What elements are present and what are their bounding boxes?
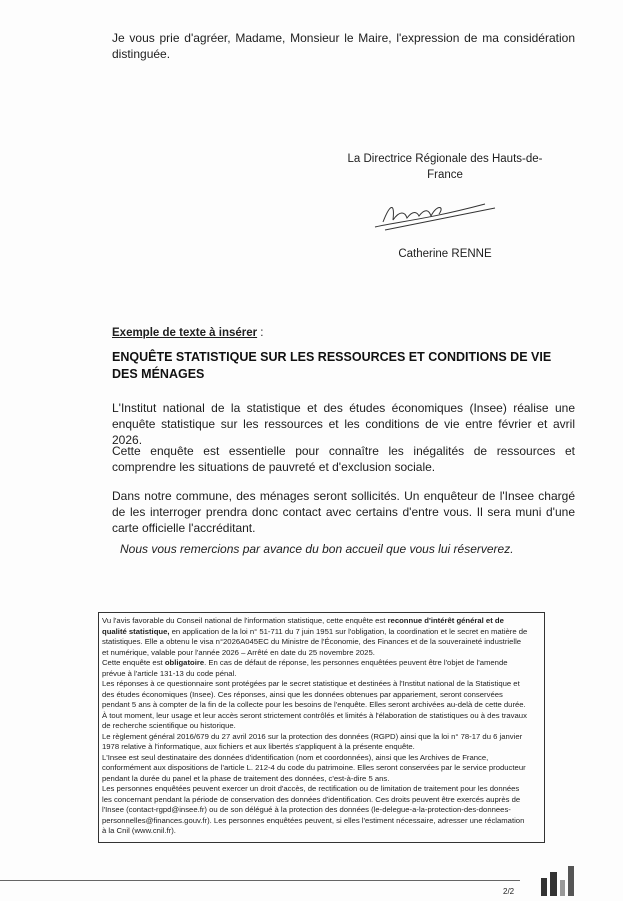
signatory-title: [330, 151, 560, 183]
legal-line: L'Insee est seul destinataire des données d'identification (nom et coordonnées), ainsi que les Archives de France,: [102, 752, 489, 762]
example-label-colon: :: [257, 327, 264, 339]
legal-line: 1978 relative à l'informatique, aux fichiers et aux libertés s'appliquent à la présente enquête.: [102, 742, 415, 751]
example-label: [112, 327, 264, 339]
signatory-name: Catherine RENNE: [398, 248, 492, 260]
legal-line: Les personnes enquêtées peuvent exercer un droit d'accès, de rectification ou de limitation de traitement pour les données: [102, 784, 520, 793]
legal-line: À tout moment, leur usage et leur accès seront strictement contrôlés et limités à l'élaboration de statistiques ou à des travaux: [102, 710, 527, 720]
legal-line: des études économiques (Insee). Ces réponses, ainsi que les données obtenues par appariement, seront conservées: [102, 689, 503, 699]
legal-line: à la Cnil (www.cnil.fr).: [102, 826, 176, 835]
legal-line: Les réponses à ce questionnaire sont protégées par le secret statistique et destinées à l'Institut national de la Statistique et: [102, 679, 520, 688]
signatory-title-line1: La Directrice Régionale des Hauts-de-: [347, 153, 543, 165]
signatory-title-line2: France: [427, 169, 463, 181]
legal-line: les concernant pendant la période de conservation des données d'identification. Ces droits peuvent être exercés auprès de: [102, 794, 521, 804]
legal-line: statistiques. Elle a obtenu le visa n°2026A045EC du Ministre de l'Économie, des Finances et de la souveraineté industrielle: [102, 637, 522, 646]
example-label-text: Exemple de texte à insérer: [112, 327, 258, 339]
legal-line: pendant la durée du panel et la phase de traitement des données, c'est-à-dire 5 ans.: [102, 773, 390, 783]
legal-line: Le règlement général 2016/679 du 27 avril 2016 sur la protection des données (RGPD) ainsi que la loi n° 78-17 du 6 janvier: [102, 731, 523, 741]
closing-paragraph: Je vous prie d'agréer, Madame, Monsieur le Maire, l'expression de ma considération distinguée.: [112, 31, 575, 61]
legal-line: personnelles@finances.gouv.fr). Les personnes enquêtées peuvent, si elles l'estiment nécessaire, adresser une réclamation: [102, 815, 525, 825]
legal-notice-box: [98, 612, 545, 843]
legal-line: prévue à l'article 131-13 du code pénal.: [102, 668, 237, 678]
paragraph-purpose: Cette enquête est essentielle pour connaître les inégalités de ressources et comprendre les situations de pauvreté et d'exclusion sociale.: [112, 444, 575, 474]
legal-line: pendant 5 ans à compter de la fin de la collecte pour les besoins de l'enquête. Elles seront archivées au-delà de cette durée.: [102, 700, 526, 709]
legal-line: conformément aux dispositions de l'article L. 212-4 du code du patrimoine. Elles seront conservées par le service producteur: [102, 763, 526, 772]
legal-line: l'Insee (contact-rgpd@insee.fr) ou de son délégué à la protection des données (le-delegue-a-la-protection-des-donnees-: [102, 805, 511, 814]
page-number: 2/2: [503, 887, 515, 896]
handwritten-signature: [365, 192, 500, 237]
footer-divider: [0, 880, 520, 881]
legal-line: de recherche scientifique ou historique.: [102, 721, 236, 730]
thanks-line: Nous vous remercions par avance du bon accueil que vous lui réserverez.: [120, 542, 514, 556]
legal-line: qualité statistique, en application de la loi n° 51-711 du 7 juin 1951 sur l'obligation, la coordination et le secret en matière de: [102, 626, 528, 636]
legal-line: et numérique, valable pour l'année 2026 – Arrêté en date du 25 novembre 2025.: [102, 647, 375, 657]
legal-line: Cette enquête est obligatoire. En cas de défaut de réponse, les personnes enquêtées peuvent être l'objet de l'amende: [102, 658, 508, 667]
insee-logo-icon: [541, 866, 577, 900]
survey-heading: ENQUÊTE STATISTIQUE SUR LES RESSOURCES ET CONDITIONS DE VIE DES MÉNAGES: [112, 350, 552, 381]
paragraph-commune: Dans notre commune, des ménages seront sollicités. Un enquêteur de l'Insee chargé de les interroger prendra donc contact avec certains d'entre vous. Il sera muni d'une carte officielle l'accréditant.: [112, 489, 575, 535]
paragraph-intro: L'Institut national de la statistique et des études économiques (Insee) réalise une enquête statistique sur les ressources et les conditions de vie entre février et avril 2026.: [112, 401, 575, 447]
legal-line: Vu l'avis favorable du Conseil national de l'information statistique, cette enquête est reconnue d'intérêt général et de: [102, 616, 504, 625]
